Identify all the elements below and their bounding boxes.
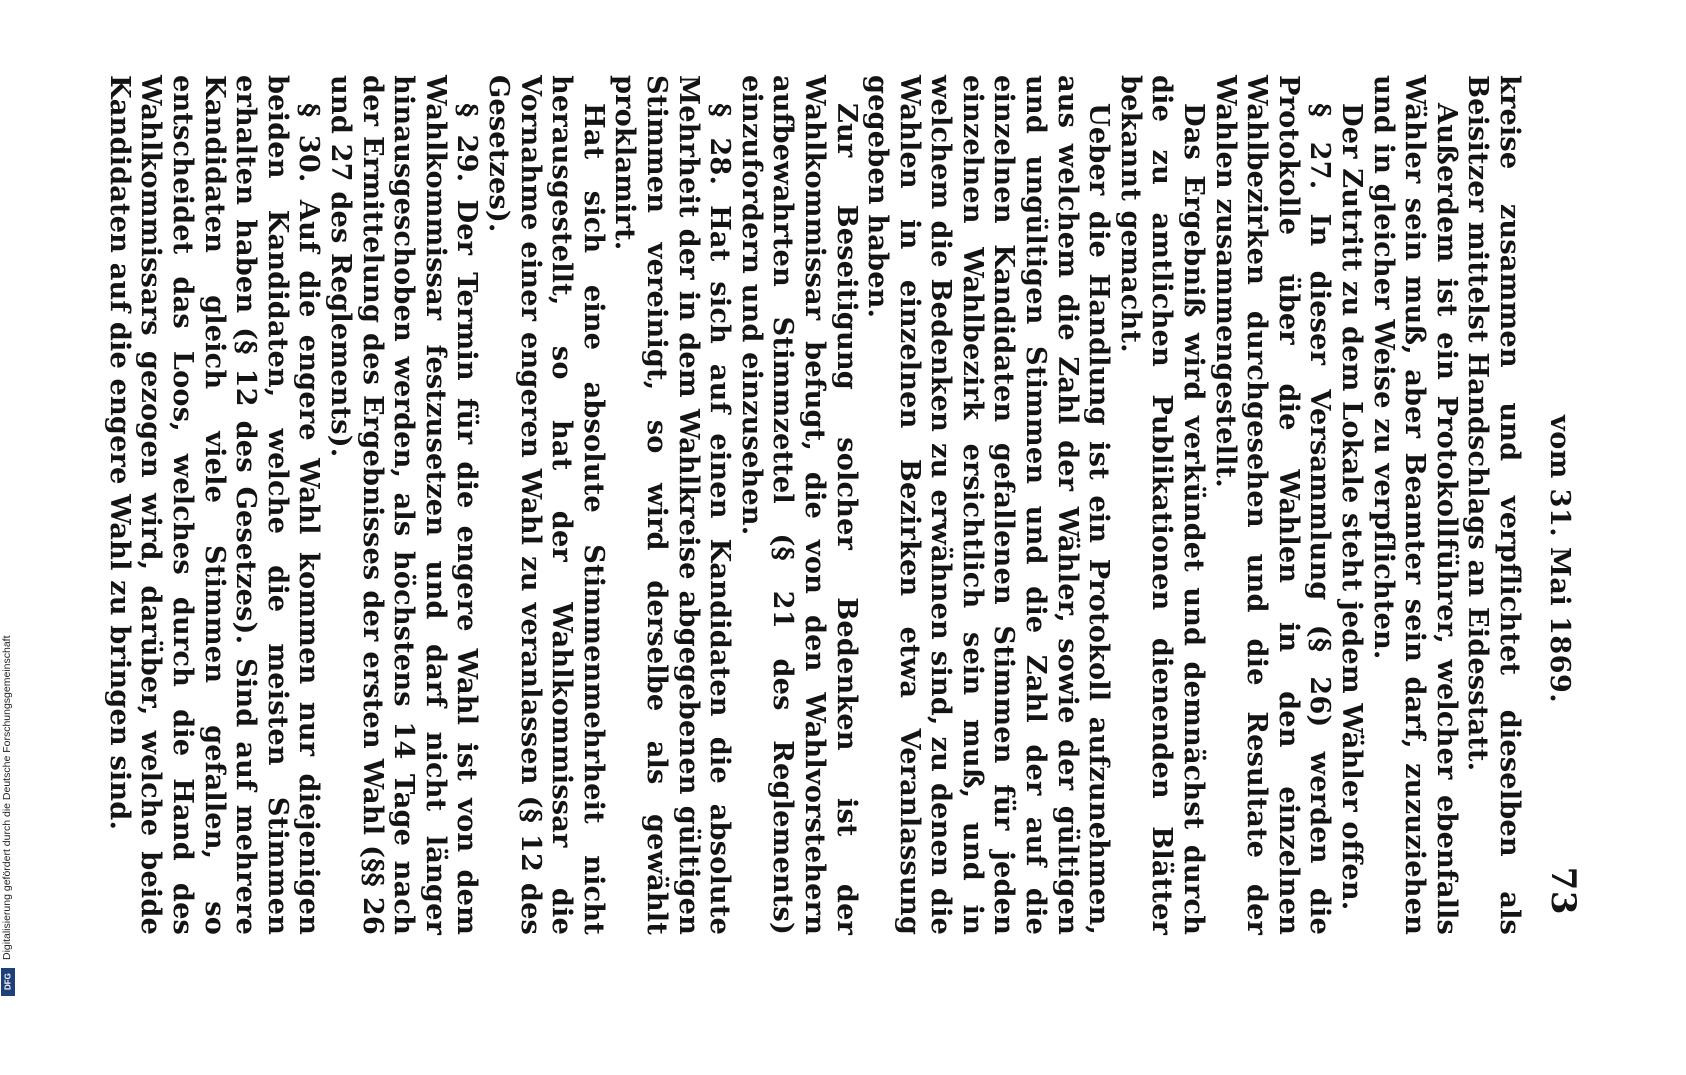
- paragraph: § 27. In dieser Versammlung (§ 26) werden die Protokolle über die Wahlen in den einzelnen Wahlbezirken durchgesehen und die Resultate der Wahlen zusammengestellt.: [1209, 75, 1337, 935]
- page-content: [103, 75, 1583, 935]
- paragraph: Hat sich eine absolute Stimmenmehrheit nicht herausgestellt, so hat der Wahlkommissar die Vornahme einer engeren Wahl zu veranlassen (§ 12 des Gesetzes).: [483, 75, 610, 935]
- paragraph: § 28. Hat sich auf einen Kandidaten die absolute Mehrheit der in dem Wahlkreise abgegebenen gültigen Stimmen vereinigt, so wird derselbe als gewählt proklamirt.: [609, 75, 737, 935]
- paragraph: Außerdem ist ein Protokollführer, welcher ebenfalls Wähler sein muß, aber Beamter sein darf, zuzuziehen und in gleicher Weise zu verpflichten.: [1367, 75, 1463, 935]
- body-text: [103, 75, 1525, 935]
- scanned-page: [103, 75, 1583, 1075]
- dfg-logo: DFG: [1, 968, 15, 996]
- paragraph: Ueber die Handlung ist ein Protokoll aufzunehmen, aus welchem die Zahl der Wähler, sowie der gültigen und ungültigen Stimmen und die Zahl der auf die einzelnen Kandidaten gefallenen Stimmen für jeden einzelnen Wahlbezirk ersichtlich sein muß, und in welchem die Bedenken zu erwähnen sind, zu denen die Wahlen in einzelnen Bezirken etwa Veranlassung gegeben haben.: [862, 75, 1116, 935]
- paragraph: § 30. Auf die engere Wahl kommen nur diejenigen beiden Kandidaten, welche die meisten Stimmen erhalten haben (§ 12 des Gesetzes). Sind auf mehrere Kandidaten gleich viele Stimmen gefallen, so entscheidet das Loos, welches durch die Hand des Wahlkommissars gezogen wird, darüber, welche beide Kandidaten auf die engere Wahl zu bringen sind.: [103, 75, 326, 935]
- paragraph: Das Ergebniß wird verkündet und demnächst durch die zu amtlichen Publikationen dienenden Blätter bekannt gemacht.: [1114, 75, 1211, 935]
- digitization-credit-text: Digitalisierung gefördert durch die Deutsche Forschungsgemeinschaft: [1, 635, 13, 960]
- digitization-credit: [1, 600, 17, 990]
- paragraph: § 29. Der Termin für die engere Wahl ist von dem Wahlkommissar festzusetzen und darf nicht länger hinausgeschoben werden, als höchstens 14 Tage nach der Ermittelung des Ergebnisses der ersten Wahl (§§ 26 und 27 des Reglements).: [325, 75, 484, 935]
- paragraph: kreise zusammen und verpflichtet dieselben als Beisitzer mittelst Handschlags an Eidesstatt.: [1462, 75, 1526, 935]
- paragraph: Zur Beseitigung solcher Bedenken ist der Wahlkommissar befugt, die von den Wahlvorstehern aufbewahrten Stimmzettel (§ 21 des Reglements) einzufordern und einzusehen.: [735, 75, 863, 935]
- running-head: [1525, 75, 1583, 935]
- paragraph: Der Zutritt zu dem Lokale steht jedem Wähler offen.: [1336, 103, 1369, 911]
- page-number: 73: [1543, 866, 1583, 915]
- header-date: vom 31. Mai 1869.: [1544, 415, 1575, 704]
